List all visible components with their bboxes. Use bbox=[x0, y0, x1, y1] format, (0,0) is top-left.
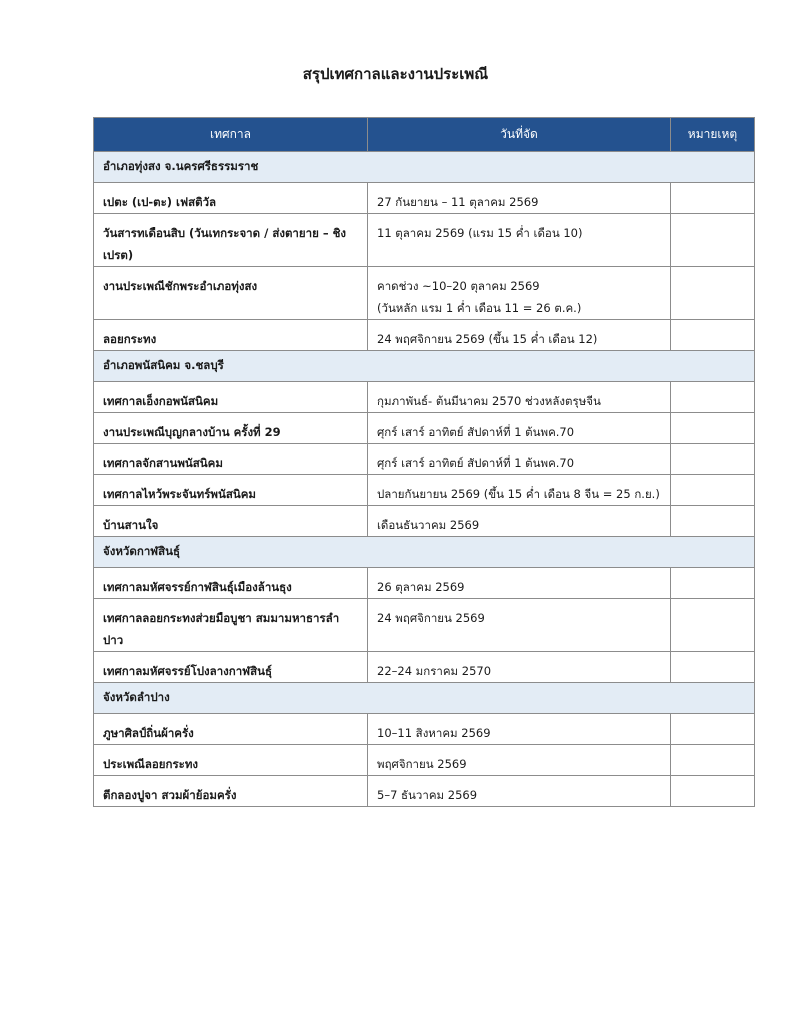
header-note: หมายเหตุ bbox=[671, 118, 755, 152]
table-row bbox=[94, 444, 755, 475]
table-row bbox=[94, 267, 755, 320]
table-row bbox=[94, 745, 755, 776]
festival-note bbox=[671, 214, 755, 267]
festival-name: งานประเพณีชักพระอำเภอทุ่งสง bbox=[94, 267, 368, 320]
festival-name: เทศกาลเอ็งกอพนัสนิคม bbox=[94, 382, 368, 413]
table-row bbox=[94, 413, 755, 444]
festival-name: งานประเพณีบุญกลางบ้าน ครั้งที่ 29 bbox=[94, 413, 368, 444]
festival-dates: ศุกร์ เสาร์ อาทิตย์ สัปดาห์ที่ 1 ต้นพค.70 bbox=[368, 413, 671, 444]
festival-note bbox=[671, 444, 755, 475]
table-row bbox=[94, 320, 755, 351]
festival-note bbox=[671, 599, 755, 652]
table-row bbox=[94, 599, 755, 652]
festival-dates: 24 พฤศจิกายน 2569 (ขึ้น 15 ค่ำ เดือน 12) bbox=[368, 320, 671, 351]
festival-dates: 24 พฤศจิกายน 2569 bbox=[368, 599, 671, 652]
festival-note bbox=[671, 320, 755, 351]
festival-note bbox=[671, 183, 755, 214]
festival-dates: พฤศจิกายน 2569 bbox=[368, 745, 671, 776]
section-row bbox=[94, 683, 755, 714]
festival-note bbox=[671, 745, 755, 776]
festival-name: เทศกาลมหัศจรรย์กาฬสินธุ์เมืองล้านธุง bbox=[94, 568, 368, 599]
festival-dates: 27 กันยายน – 11 ตุลาคม 2569 bbox=[368, 183, 671, 214]
section-title: อำเภอพนัสนิคม จ.ชลบุรี bbox=[94, 351, 755, 382]
festival-note bbox=[671, 652, 755, 683]
header-dates: วันที่จัด bbox=[368, 118, 671, 152]
festival-dates: ปลายกันยายน 2569 (ขึ้น 15 ค่ำ เดือน 8 จีน = 25 ก.ย.) bbox=[368, 475, 671, 506]
table-row bbox=[94, 776, 755, 807]
festival-name: เปตะ (เป-ตะ) เฟสติวัล bbox=[94, 183, 368, 214]
header-festival: เทศกาล bbox=[94, 118, 368, 152]
festival-dates: ศุกร์ เสาร์ อาทิตย์ สัปดาห์ที่ 1 ต้นพค.70 bbox=[368, 444, 671, 475]
section-title: จังหวัดลำปาง bbox=[94, 683, 755, 714]
section-row bbox=[94, 152, 755, 183]
festival-name: เทศกาลลอยกระทงส่วยมือบูชา สมมามหาธารลำปาว bbox=[94, 599, 368, 652]
section-title: จังหวัดกาฬสินธุ์ bbox=[94, 537, 755, 568]
festival-dates: 11 ตุลาคม 2569 (แรม 15 ค่ำ เดือน 10) bbox=[368, 214, 671, 267]
table-row bbox=[94, 183, 755, 214]
section-row bbox=[94, 351, 755, 382]
festival-dates: เดือนธันวาคม 2569 bbox=[368, 506, 671, 537]
festival-table bbox=[93, 117, 755, 807]
festival-note bbox=[671, 714, 755, 745]
table-row bbox=[94, 506, 755, 537]
festival-name: ลอยกระทง bbox=[94, 320, 368, 351]
table-header-row bbox=[94, 118, 755, 152]
festival-note bbox=[671, 382, 755, 413]
festival-note bbox=[671, 267, 755, 320]
festival-name: ภูษาศิลป์ถิ่นผ้าครั่ง bbox=[94, 714, 368, 745]
page-title: สรุปเทศกาลและงานประเพณี bbox=[302, 65, 489, 83]
festival-dates-detail: (วันหลัก แรม 1 ค่ำ เดือน 11 = 26 ต.ค.) bbox=[377, 301, 582, 315]
festival-dates-cell bbox=[368, 267, 671, 320]
section-title: อำเภอทุ่งสง จ.นครศรีธรรมราช bbox=[94, 152, 755, 183]
festival-name: ประเพณีลอยกระทง bbox=[94, 745, 368, 776]
table-row bbox=[94, 714, 755, 745]
table-row bbox=[94, 382, 755, 413]
festival-dates: 22–24 มกราคม 2570 bbox=[368, 652, 671, 683]
festival-dates: 26 ตุลาคม 2569 bbox=[368, 568, 671, 599]
festival-name: เทศกาลไหว้พระจันทร์พนัสนิคม bbox=[94, 475, 368, 506]
section-row bbox=[94, 537, 755, 568]
festival-note bbox=[671, 568, 755, 599]
festival-name: เทศกาลมหัศจรรย์โปงลางกาฬสินธุ์ bbox=[94, 652, 368, 683]
table-row bbox=[94, 475, 755, 506]
festival-dates: คาดช่วง ~10–20 ตุลาคม 2569 bbox=[377, 279, 540, 293]
festival-name: เทศกาลจักสานพนัสนิคม bbox=[94, 444, 368, 475]
festival-name: บ้านสานใจ bbox=[94, 506, 368, 537]
festival-note bbox=[671, 506, 755, 537]
table-row bbox=[94, 214, 755, 267]
festival-note bbox=[671, 776, 755, 807]
festival-name: ตีกลองปูจา สวมผ้าย้อมครั่ง bbox=[94, 776, 368, 807]
festival-dates: 10–11 สิงหาคม 2569 bbox=[368, 714, 671, 745]
festival-dates: 5–7 ธันวาคม 2569 bbox=[368, 776, 671, 807]
festival-dates: กุมภาพันธ์- ต้นมีนาคม 2570 ช่วงหลังตรุษจีน bbox=[368, 382, 671, 413]
table-row bbox=[94, 568, 755, 599]
festival-note bbox=[671, 413, 755, 444]
festival-note bbox=[671, 475, 755, 506]
table-row bbox=[94, 652, 755, 683]
festival-name: วันสารทเดือนสิบ (วันเทกระจาด / ส่งตายาย – ชิงเปรต) bbox=[94, 214, 368, 267]
